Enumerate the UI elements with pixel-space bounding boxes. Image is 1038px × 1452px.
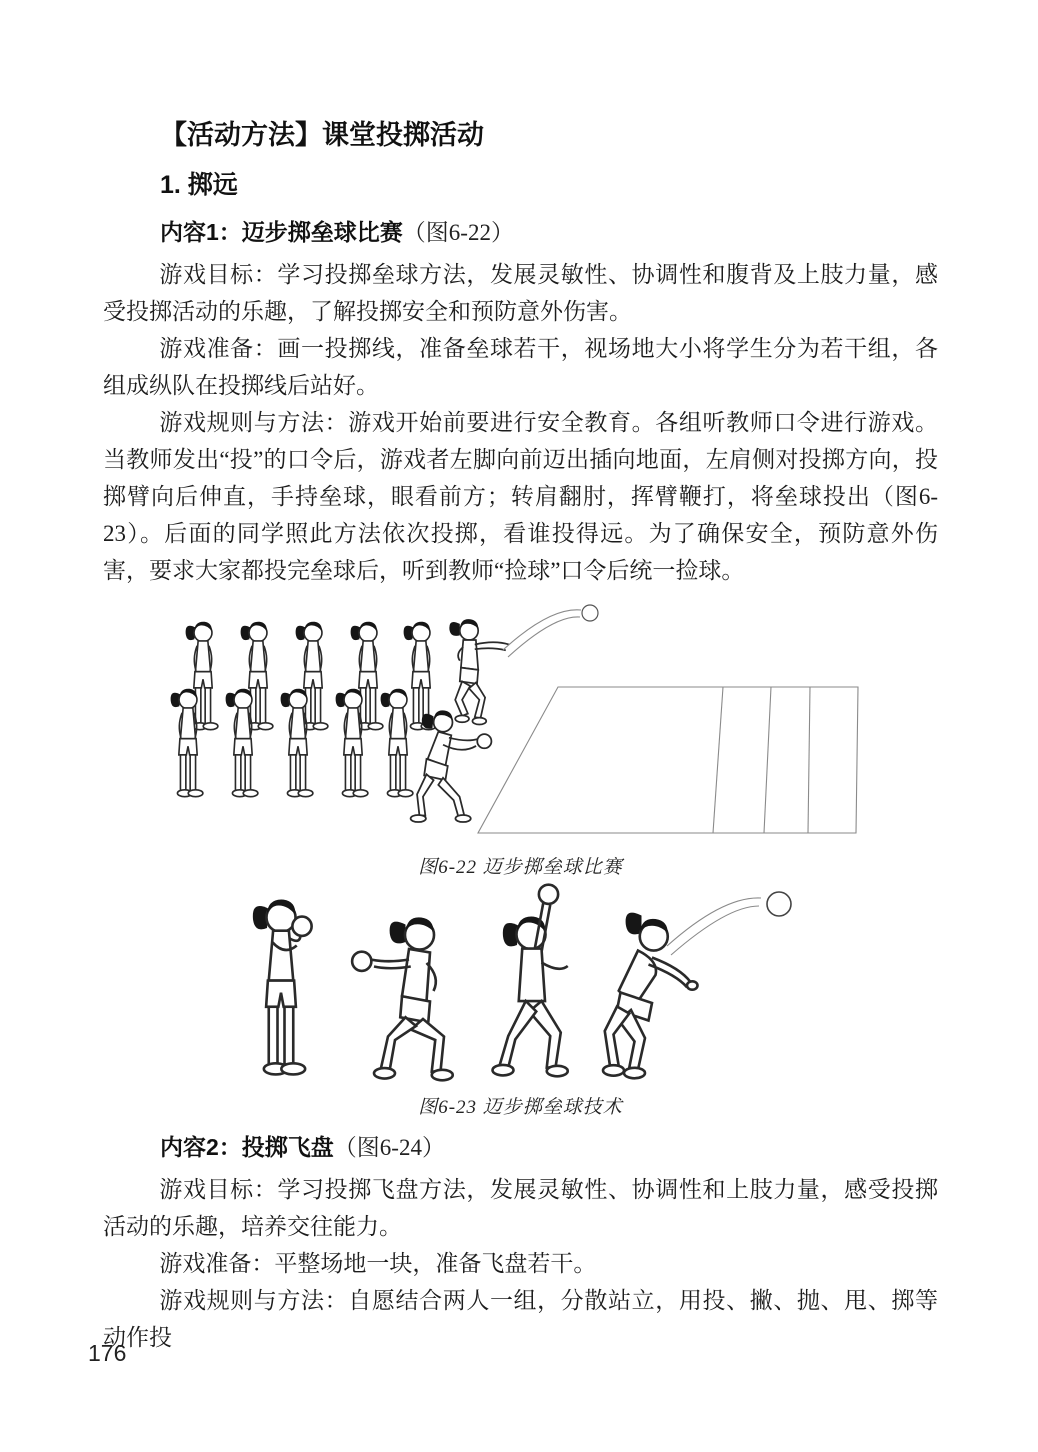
content1-heading-label: 内容1：迈步掷垒球比赛 [160, 219, 403, 245]
section-heading: 1. 掷远 [160, 171, 238, 199]
content2-heading-figure-ref: （图6-24） [333, 1135, 445, 1160]
content2-prep-paragraph: 游戏准备：平整场地一块，准备飞盘若干。 [159, 1251, 597, 1276]
content2-heading [160, 1132, 938, 1163]
figure-6-22-caption: 图6-22 迈步掷垒球比赛 [418, 857, 623, 878]
technique-step2-arm-back [352, 917, 453, 1080]
throwing-student-figure [449, 619, 509, 724]
page-number: 176 [88, 1340, 127, 1366]
figure-6-22-illustration [158, 595, 883, 847]
figure-6-23 [103, 882, 938, 1120]
content1-prep-paragraph: 游戏准备：画一投掷线，准备垒球若干，视场地大小将学生分为若干组，各组成纵队在投掷线后站好。 [103, 336, 938, 398]
content2-heading-label: 内容2：投掷飞盘 [160, 1134, 334, 1160]
content2-goal-paragraph: 游戏目标：学习投掷飞盘方法，发展灵敏性、协调性和上肢力量，感受投掷活动的乐趣，培养交往能力。 [103, 1177, 938, 1239]
technique-step4-follow-through [603, 913, 698, 1079]
figure-6-23-illustration [231, 882, 811, 1087]
technique-step3-arm-overhead [492, 885, 567, 1077]
content1-heading [160, 217, 938, 248]
page-title: 【活动方法】课堂投掷活动 [160, 120, 484, 150]
content1-heading-figure-ref: （图6-22） [402, 220, 514, 245]
content2-rules-paragraph: 游戏规则与方法：自愿结合两人一组，分散站立，用投、撇、抛、甩、掷等动作投 [103, 1288, 938, 1350]
figure-6-23-caption: 图6-23 迈步掷垒球技术 [418, 1097, 623, 1118]
technique-step1-hold-ball [252, 900, 311, 1075]
softball-icon [582, 605, 598, 621]
figure-6-22 [103, 595, 938, 880]
softball-field-outline [478, 687, 858, 833]
ball-trajectory [503, 610, 581, 657]
content1-rules-paragraph: 游戏规则与方法：游戏开始前要进行安全教育。各组听教师口令进行游戏。当教师发出“投”的口令后，游戏者左脚向前迈出插向地面，左肩侧对投掷方向，投掷臂向后伸直，手持垒球，眼看前方；转肩翻肘，挥臂鞭打，将垒球投出（图6-23）。后面的同学照此方法依次投掷，看谁投得远。为了确保安全，预防意外伤害，要求大家都投完垒球后，听到教师“捡球”口令后统一捡球。 [103, 410, 938, 583]
content1-goal-paragraph: 游戏目标：学习投掷垒球方法，发展灵敏性、协调性和腹背及上肢力量，感受投掷活动的乐趣，了解投掷安全和预防意外伤害。 [103, 262, 938, 324]
ball-trajectory [667, 898, 761, 955]
softball-icon [767, 892, 791, 916]
